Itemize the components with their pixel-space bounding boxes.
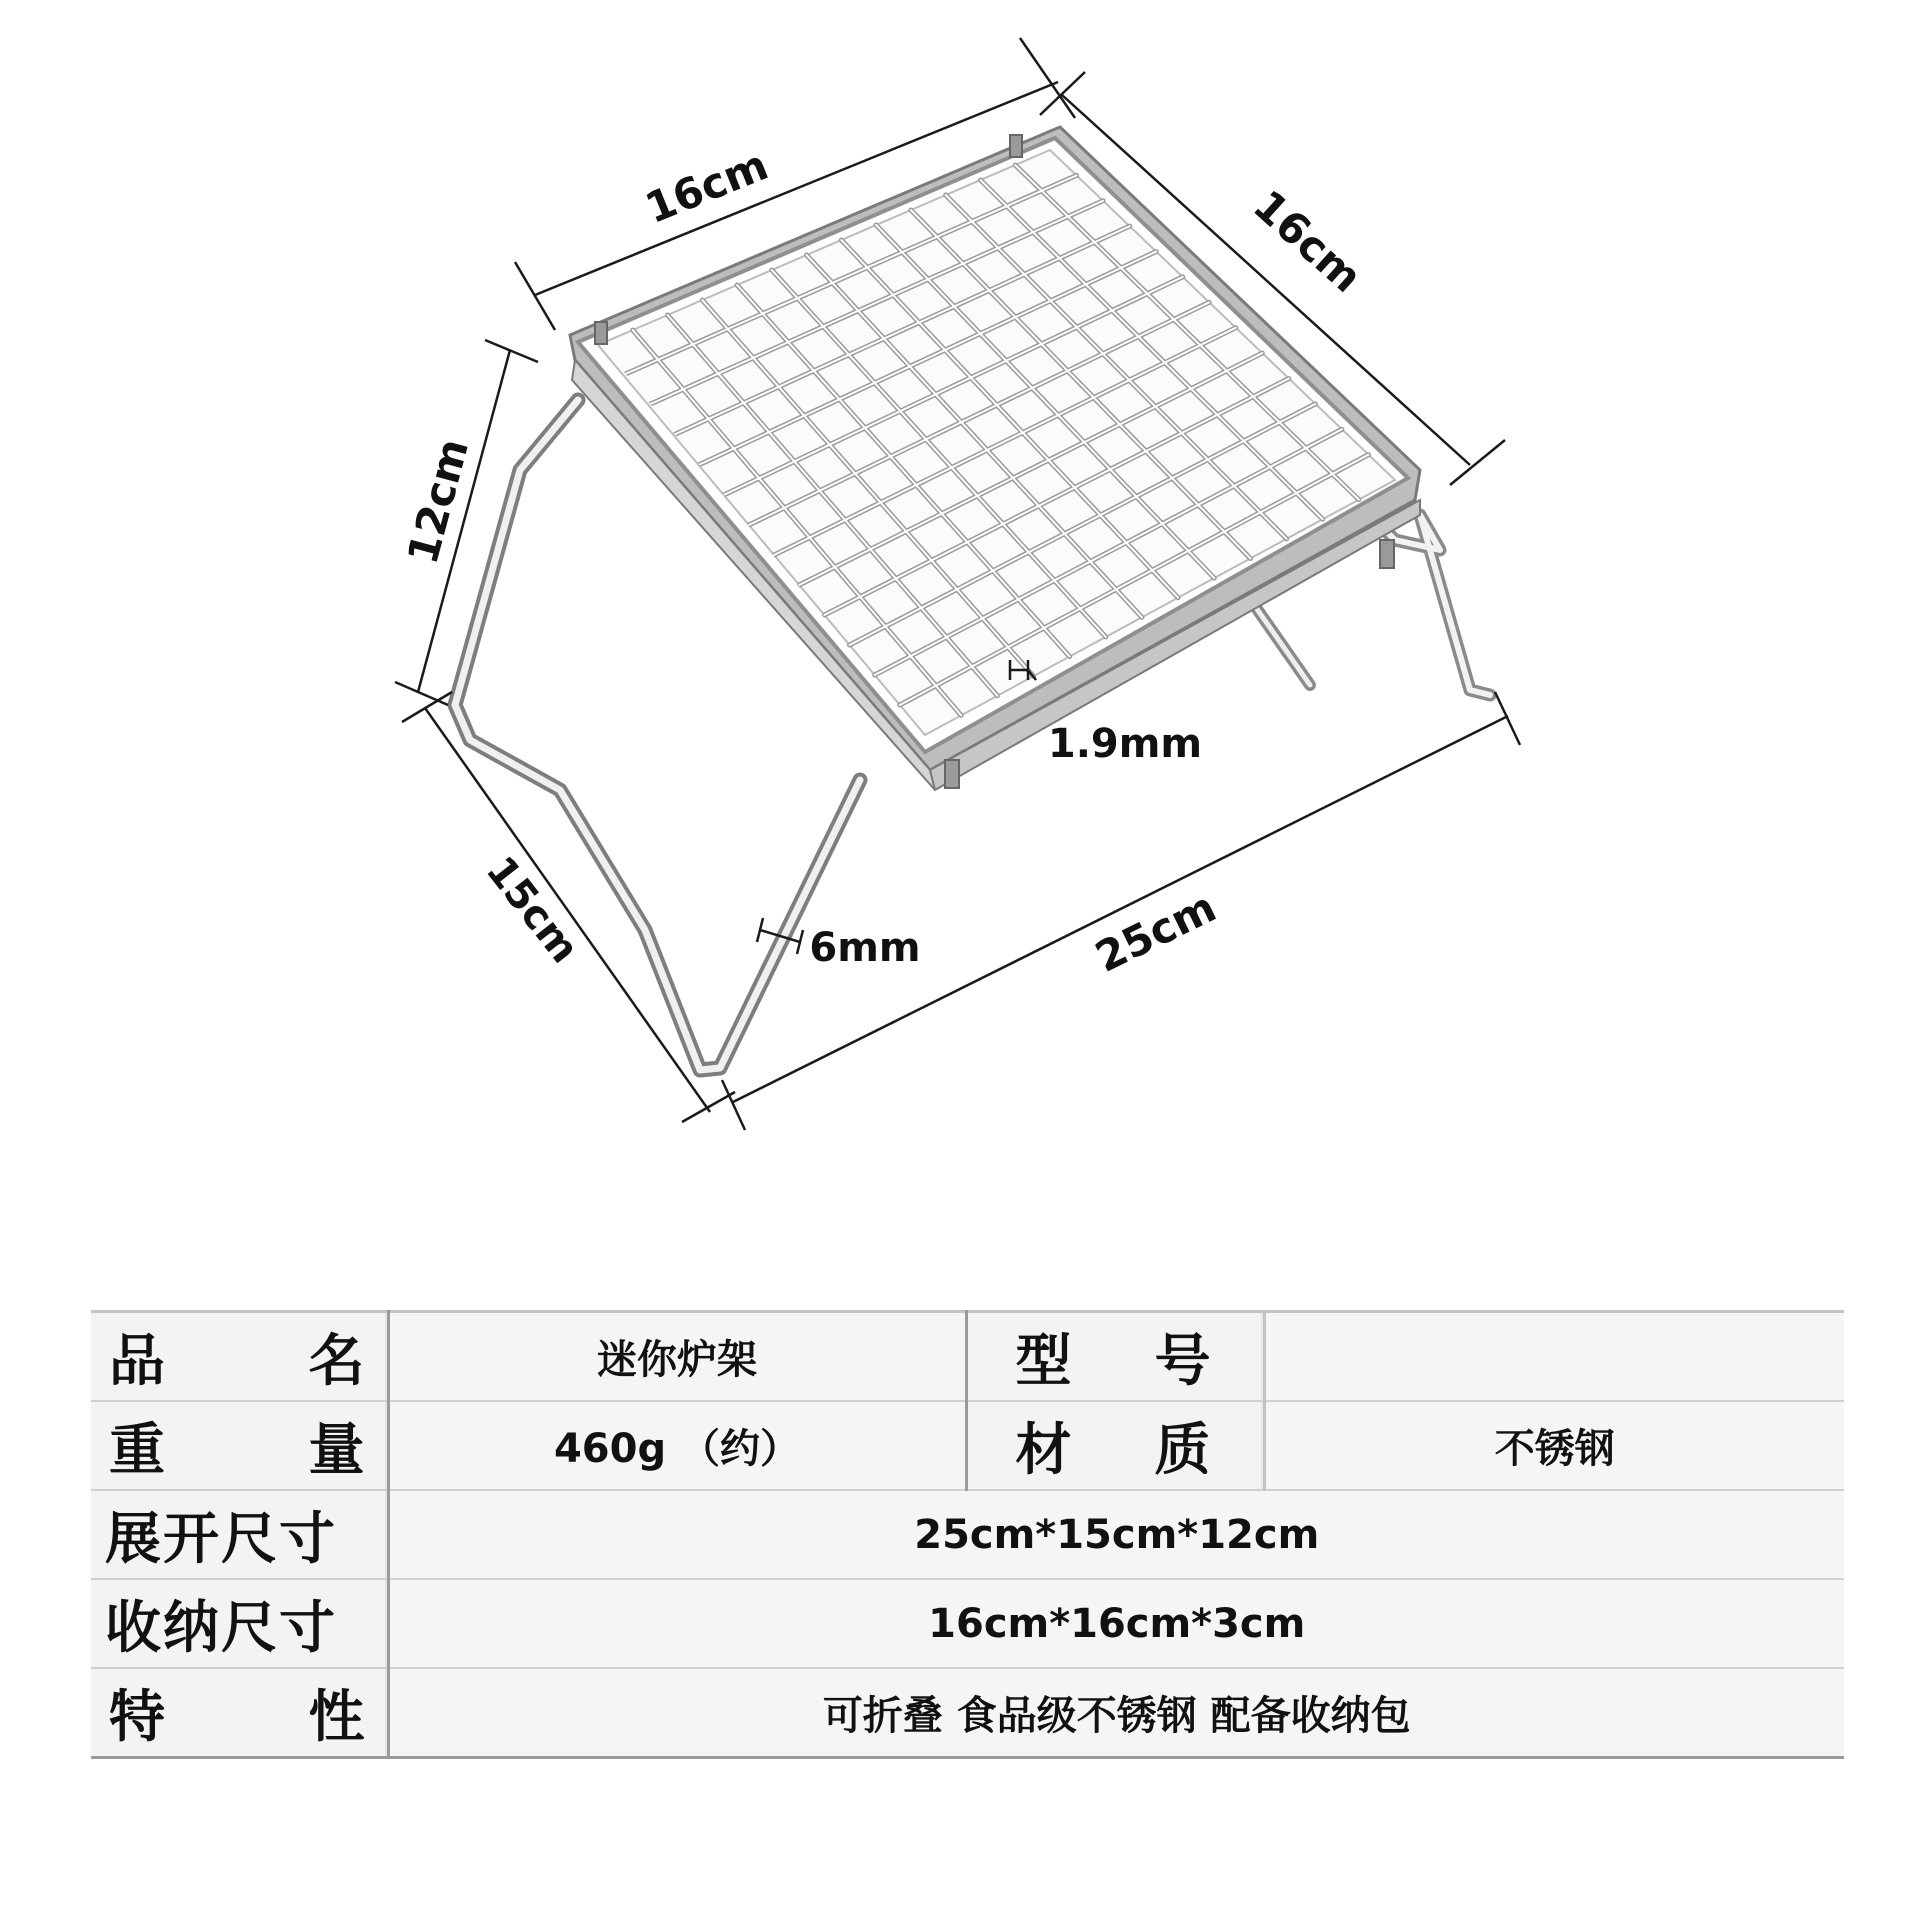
value-model <box>1264 1312 1844 1402</box>
value-weight: 460g （约） <box>388 1401 966 1490</box>
table-row <box>91 1490 1844 1579</box>
dim-top-depth: 16cm <box>1244 180 1372 302</box>
value-product-name: 迷你炉架 <box>388 1312 966 1402</box>
value-folded-size: 16cm*16cm*3cm <box>388 1579 1844 1668</box>
table-row <box>91 1668 1844 1758</box>
dim-mesh-wire: 1.9mm <box>1047 721 1203 767</box>
value-material: 不锈钢 <box>1264 1401 1844 1490</box>
label-unfolded-size: 展开尺寸 <box>91 1490 388 1579</box>
table-row <box>91 1579 1844 1668</box>
dim-leg-rod: 6mm <box>809 925 921 971</box>
dim-total-length: 25cm <box>1087 882 1224 982</box>
dim-top-width: 16cm <box>638 140 775 234</box>
table-row <box>91 1312 1844 1402</box>
label-material: 材 质 <box>966 1401 1264 1490</box>
label-product-name: 品 名 <box>91 1312 388 1402</box>
label-model: 型 号 <box>966 1312 1264 1402</box>
label-weight: 重 量 <box>91 1401 388 1490</box>
dim-leg-span: 15cm <box>476 848 588 972</box>
value-features: 可折叠 食品级不锈钢 配备收纳包 <box>388 1668 1844 1758</box>
dim-height: 12cm <box>397 433 479 569</box>
label-folded-size: 收纳尺寸 <box>91 1579 388 1668</box>
value-unfolded-size: 25cm*15cm*12cm <box>388 1490 1844 1579</box>
table-row <box>91 1401 1844 1490</box>
label-features: 特 性 <box>91 1668 388 1758</box>
spec-table <box>91 1310 1844 1759</box>
